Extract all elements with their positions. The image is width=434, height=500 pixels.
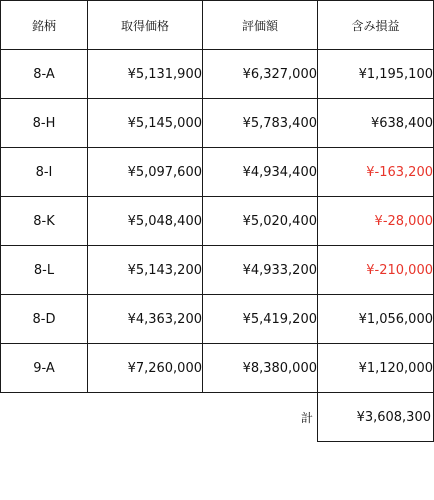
row-value: ¥8,380,000	[203, 344, 318, 393]
header-pl: 含み損益	[318, 1, 434, 50]
row-cost: ¥5,097,600	[88, 148, 203, 197]
table-row	[1, 246, 434, 295]
table-row	[1, 344, 434, 393]
row-cost: ¥5,145,000	[88, 99, 203, 148]
table-row	[1, 295, 434, 344]
row-pl: ¥-163,200	[318, 148, 434, 197]
row-pl: ¥1,195,100	[318, 50, 434, 99]
row-pl: ¥-28,000	[318, 197, 434, 246]
table-body	[1, 50, 434, 442]
header-value: 評価額	[203, 1, 318, 50]
row-value: ¥6,327,000	[203, 50, 318, 99]
row-value: ¥4,934,400	[203, 148, 318, 197]
total-label: 計	[300, 410, 313, 425]
row-pl: ¥1,056,000	[318, 295, 434, 344]
row-value: ¥4,933,200	[203, 246, 318, 295]
row-value: ¥5,783,400	[203, 99, 318, 148]
row-cost: ¥5,143,200	[88, 246, 203, 295]
row-pl: ¥1,120,000	[318, 344, 434, 393]
row-value: ¥5,419,200	[203, 295, 318, 344]
row-name: 8-L	[1, 246, 88, 295]
table-row	[1, 197, 434, 246]
row-cost: ¥4,363,200	[88, 295, 203, 344]
row-name: 8-K	[1, 197, 88, 246]
total-row	[1, 393, 434, 442]
total-spacer	[1, 393, 88, 442]
row-cost: ¥5,131,900	[88, 50, 203, 99]
row-pl: ¥638,400	[318, 99, 434, 148]
header-name: 銘柄	[1, 1, 88, 50]
row-name: 8-D	[1, 295, 88, 344]
table-row	[1, 50, 434, 99]
row-pl: ¥-210,000	[318, 246, 434, 295]
row-name: 8-I	[1, 148, 88, 197]
row-cost: ¥5,048,400	[88, 197, 203, 246]
row-name: 8-A	[1, 50, 88, 99]
total-spacer	[88, 393, 203, 442]
table-row	[1, 99, 434, 148]
header-cost: 取得価格	[88, 1, 203, 50]
row-name: 8-H	[1, 99, 88, 148]
row-cost: ¥7,260,000	[88, 344, 203, 393]
row-name: 9-A	[1, 344, 88, 393]
table-row	[1, 148, 434, 197]
row-value: ¥5,020,400	[203, 197, 318, 246]
total-value: ¥3,608,300	[318, 393, 434, 442]
header-row	[1, 1, 434, 50]
